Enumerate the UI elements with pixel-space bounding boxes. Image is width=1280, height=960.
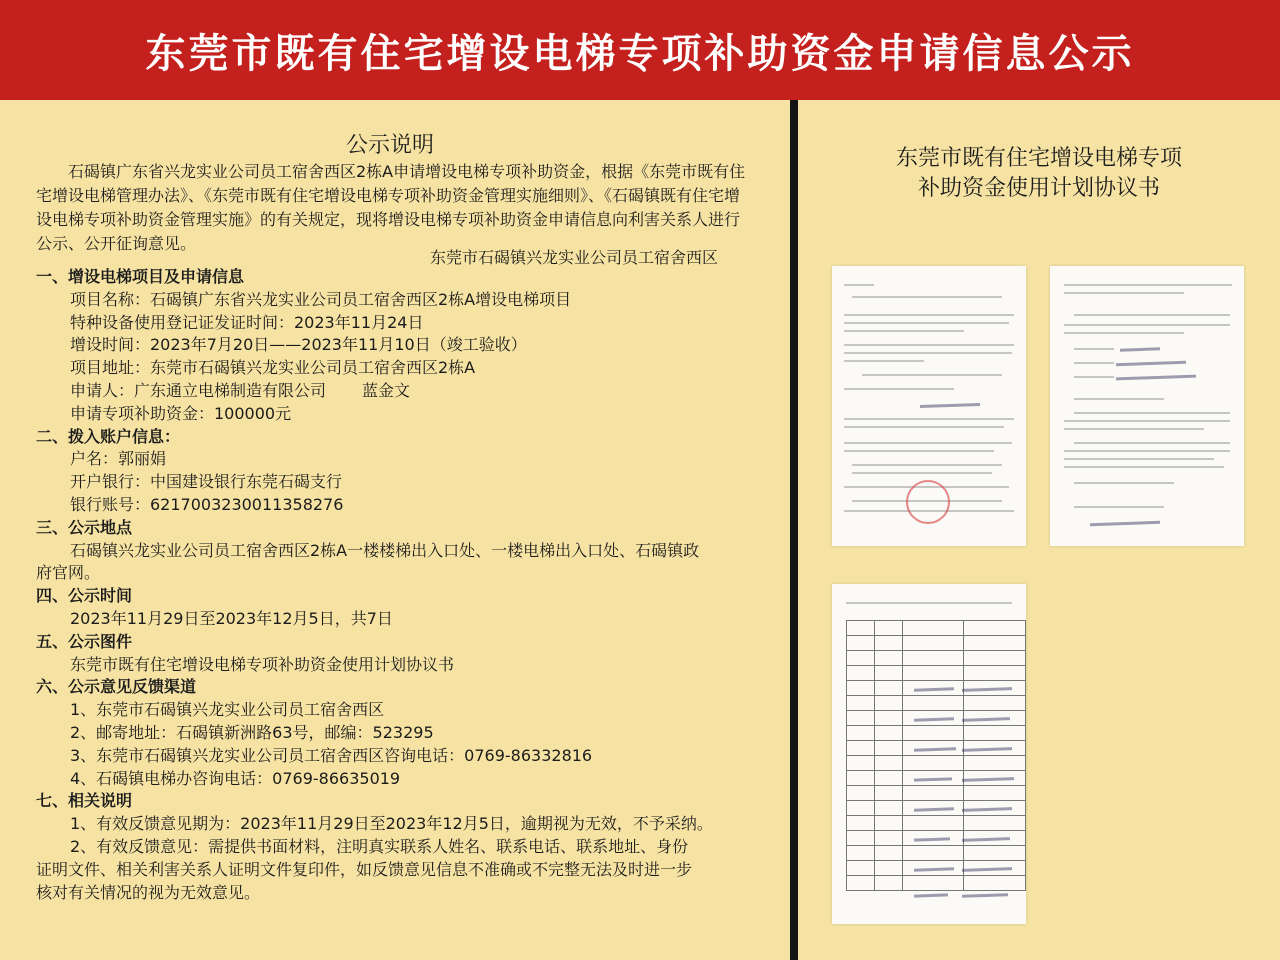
note-1: 1、有效反馈意见期为：2023年11月29日至2023年12月5日，逾期视为无效，不予采纳。 — [70, 814, 713, 834]
location-line-1: 石碣镇兴龙实业公司员工宿舍西区2栋A一楼楼梯出入口处、一楼电梯出入口处、石碣镇政 — [70, 540, 700, 560]
section-7-heading: 七、相关说明 — [36, 791, 133, 811]
channel-4: 4、石碣镇电梯办咨询电话：0769-86635019 — [70, 768, 401, 788]
install-time: 增设时间：2023年7月20日——2023年11月10日（竣工验收） — [70, 335, 527, 355]
subsidy-amount: 申请专项补助资金：100000元 — [70, 403, 292, 423]
section-5-heading: 五、公示图件 — [36, 631, 133, 651]
channel-1: 1、东莞市石碣镇兴龙实业公司员工宿舍西区 — [70, 700, 385, 720]
agreement-scan-page-2 — [1050, 266, 1244, 546]
channel-2: 2、邮寄地址：石碣镇新洲路63号，邮编：523295 — [70, 722, 434, 742]
notice-panel — [0, 100, 790, 960]
notice-sections — [36, 266, 756, 904]
channel-3: 3、东莞市石碣镇兴龙实业公司员工宿舍西区咨询电话：0769-86332816 — [70, 745, 593, 765]
note-2-line-2: 证明文件、相关利害关系人证明文件复印件，如反馈意见信息不准确或不完整无法及时进一步 — [36, 859, 693, 879]
notice-intro: 石碣镇广东省兴龙实业公司员工宿舍西区2栋A申请增设电梯专项补助资金，根据《东莞市既有住宅增设电梯管理办法》、《东莞市既有住宅增设电梯专项补助资金管理实施细则》、《石碣镇既有住宅增设电梯专项补助资金管理实施》的有关规定，现将增设电梯专项补助资金申请信息向利害关系人进行公示、公开征询意见。 — [36, 162, 746, 253]
account-holder: 户名：郭丽娟 — [70, 449, 167, 469]
column-divider — [790, 100, 798, 960]
red-seal-stamp — [906, 480, 950, 524]
applicant-person: 蓝金文 — [362, 380, 411, 400]
account-bank: 开户银行：中国建设银行东莞石碣支行 — [70, 472, 343, 492]
section-1-heading: 一、增设电梯项目及申请信息 — [36, 267, 245, 286]
applicant: 申请人：广东通立电梯制造有限公司 — [70, 380, 327, 400]
section-4-heading: 四、公示时间 — [36, 586, 133, 606]
project-address: 项目地址：东莞市石碣镇兴龙实业公司员工宿舍西区2栋A — [70, 358, 476, 378]
attached-document: 东莞市既有住宅增设电梯专项补助资金使用计划协议书 — [70, 654, 455, 674]
agreement-scan-page-1 — [832, 266, 1026, 546]
note-2-line-3: 核对有关情况的视为无效意见。 — [36, 882, 261, 902]
agreement-title-line-2: 补助资金使用计划协议书 — [917, 176, 1160, 201]
certificate-time: 特种设备使用登记证发证时间：2023年11月24日 — [70, 312, 424, 332]
agreement-title-line-1: 东莞市既有住宅增设电梯专项 — [895, 146, 1182, 171]
header-banner — [0, 0, 1280, 100]
notice-period: 2023年11月29日至2023年12月5日，共7日 — [70, 608, 393, 628]
section-6-heading: 六、公示意见反馈渠道 — [36, 677, 197, 697]
agreement-title — [798, 144, 1280, 204]
owner-signature-table — [846, 620, 1026, 891]
section-3-heading: 三、公示地点 — [36, 517, 133, 537]
agreement-scan-page-3 — [832, 584, 1026, 924]
section-2-heading: 二、拨入账户信息： — [36, 426, 181, 446]
applicant-row — [36, 380, 756, 403]
notice-title: 公示说明 — [345, 133, 434, 158]
page-title: 东莞市既有住宅增设电梯专项补助资金申请信息公示 — [145, 30, 1135, 77]
agreement-panel — [798, 100, 1280, 960]
project-name: 项目名称：石碣镇广东省兴龙实业公司员工宿舍西区2栋A增设电梯项目 — [70, 289, 572, 309]
notice-signature: 东莞市石碣镇兴龙实业公司员工宿舍西区 — [430, 248, 719, 267]
note-2-line-1: 2、有效反馈意见：需提供书面材料，注明真实联系人姓名、联系电话、联系地址、身份 — [70, 836, 689, 856]
location-line-2: 府官网。 — [36, 563, 101, 583]
account-number: 银行账号：6217003230011358276 — [70, 494, 344, 514]
